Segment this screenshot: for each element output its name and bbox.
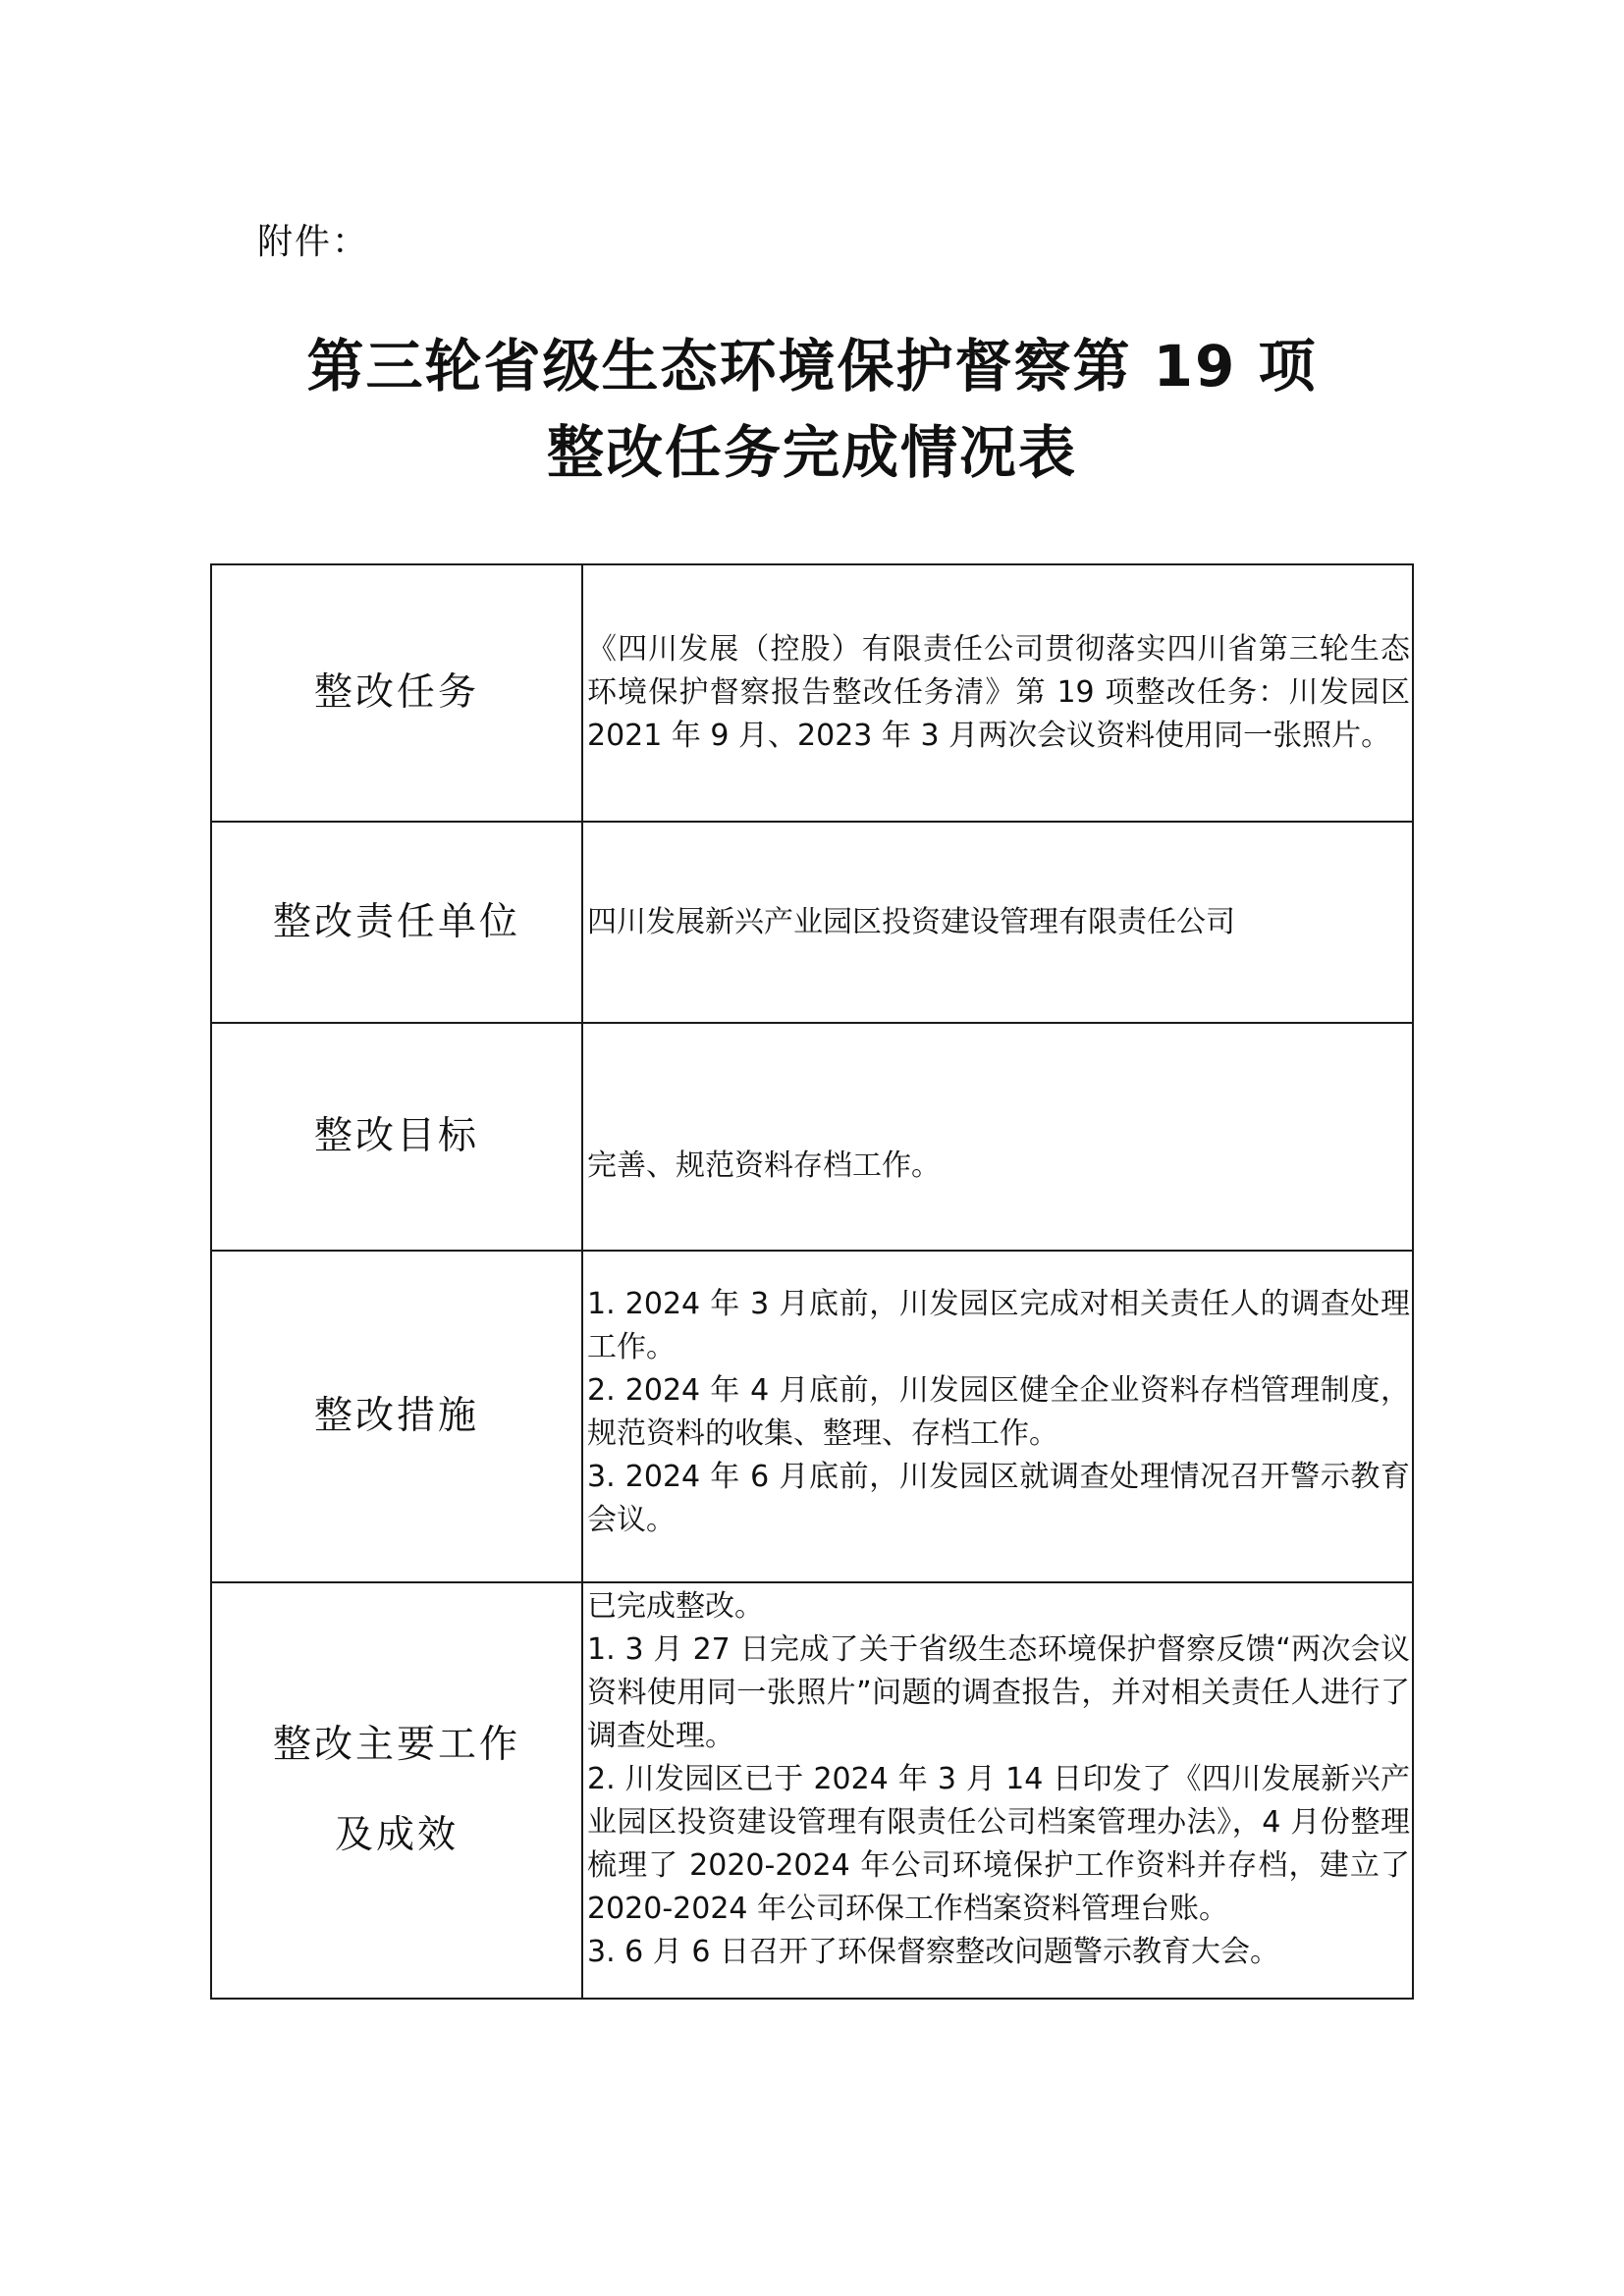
row-content-measures <box>582 1251 1413 1582</box>
table-row-goal <box>211 1023 1413 1251</box>
rectification-status-table <box>210 563 1414 2000</box>
table-row-measures <box>211 1251 1413 1582</box>
row-label-measures: 整改措施 <box>211 1251 582 1582</box>
row-content-results <box>582 1582 1413 1999</box>
row-label-results-line-1: 整改主要工作 <box>272 1723 520 1767</box>
table-row-responsible-unit <box>211 822 1413 1023</box>
row-label-results <box>211 1582 582 1999</box>
measure-item: 3. 2024 年 6 月底前，川发园区就调查处理情况召开警示教育会议。 <box>587 1460 1410 1537</box>
row-content-task: 《四川发展（控股）有限责任公司贯彻落实四川省第三轮生态环境保护督察报告整改任务清》第 19 项整改任务：川发园区 2021 年 9 月、2023 年 3 月两次会议资料使用同一张照片。 <box>582 564 1413 822</box>
document-title-line-1: 第三轮省级生态环境保护督察第 19 项 <box>306 333 1318 400</box>
result-item: 2. 川发园区已于 2024 年 3 月 14 日印发了《四川发展新兴产业园区投资建设管理有限责任公司档案管理办法》，4 月份整理梳理了 2020-2024 年公司环境保护工作资料并存档，建立了 2020-2024 年公司环保工作档案资料管理台账。 <box>587 1762 1410 1926</box>
row-label-results-line-2: 及成效 <box>334 1813 459 1857</box>
result-item: 1. 3 月 27 日完成了关于省级生态环境保护督察反馈“两次会议资料使用同一张照片”问题的调查报告，并对相关责任人进行了调查处理。 <box>587 1632 1410 1753</box>
result-item: 3. 6 月 6 日召开了环保督察整改问题警示教育大会。 <box>587 1935 1279 1969</box>
row-label-responsible-unit: 整改责任单位 <box>211 822 582 1023</box>
row-content-goal: 完善、规范资料存档工作。 <box>582 1023 1413 1251</box>
measure-item: 1. 2024 年 3 月底前，川发园区完成对相关责任人的调查处理工作。 <box>587 1287 1410 1364</box>
table-row-results <box>211 1582 1413 1999</box>
row-content-responsible-unit: 四川发展新兴产业园区投资建设管理有限责任公司 <box>582 822 1413 1023</box>
measure-item: 2. 2024 年 4 月底前，川发园区健全企业资料存档管理制度，规范资料的收集、整理、存档工作。 <box>587 1373 1410 1451</box>
row-label-goal: 整改目标 <box>211 1023 582 1251</box>
document-title-line-2: 整改任务完成情况表 <box>546 419 1077 486</box>
table-row-task <box>211 564 1413 822</box>
result-item: 已完成整改。 <box>587 1589 764 1624</box>
row-label-task: 整改任务 <box>211 564 582 822</box>
attachment-label: 附件： <box>257 222 370 262</box>
